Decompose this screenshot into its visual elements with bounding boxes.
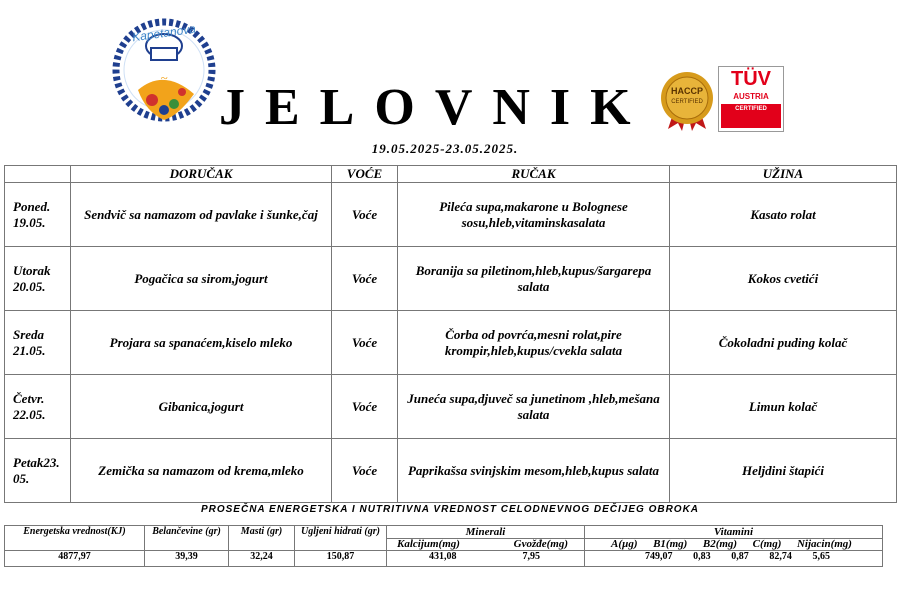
vit-a-value: 749,07 <box>645 551 673 562</box>
vit-b1-value: 0,83 <box>693 551 711 562</box>
tuv-certified: CERTIFIED <box>735 106 767 112</box>
minerals-values <box>387 551 585 567</box>
voce-cell: Voće <box>332 311 398 375</box>
tuv-label: TÜV <box>731 68 771 90</box>
niacin-header: Nijacin(mg) <box>796 538 852 550</box>
energy-value: 4877,97 <box>5 551 145 567</box>
vitamins-header: Vitamini <box>585 526 883 539</box>
day-cell: Utorak 20.05. <box>5 247 71 311</box>
voce-cell: Voće <box>332 247 398 311</box>
nutrition-values-row <box>5 551 883 567</box>
vitamins-values <box>585 551 883 567</box>
vit-a-header: A(µg) <box>611 538 638 550</box>
day-cell: Četvr. 22.05. <box>5 375 71 439</box>
nutrition-table <box>4 525 883 567</box>
fat-value: 32,24 <box>229 551 295 567</box>
minerals-header: Minerali <box>387 526 585 539</box>
day-cell: Petak23. 05. <box>5 439 71 503</box>
dorucak-cell: Zemička sa namazom od krema,mleko <box>71 439 332 503</box>
voce-cell: Voće <box>332 183 398 247</box>
haccp-badge <box>660 71 714 131</box>
uzina-cell: Limun kolač <box>670 375 897 439</box>
voce-cell: Voće <box>332 439 398 503</box>
dorucak-cell: Gibanica,jogurt <box>71 375 332 439</box>
minerals-subheader <box>387 539 585 551</box>
uzina-cell: Čokoladni puding kolač <box>670 311 897 375</box>
kapetanova-logo <box>108 8 220 132</box>
protein-header: Belančevine (gr) <box>145 526 229 551</box>
header-voce: VOĆE <box>332 166 398 183</box>
vit-b1-header: B1(mg) <box>653 538 688 550</box>
carb-value: 150,87 <box>295 551 387 567</box>
uzina-cell: Kokos cvetići <box>670 247 897 311</box>
svg-text:~: ~ <box>160 70 168 85</box>
header-uzina: UŽINA <box>670 166 897 183</box>
date-range: 19.05.2025-23.05.2025. <box>371 141 519 156</box>
tuv-country: AUSTRIA <box>733 92 769 101</box>
vit-c-header: C(mg) <box>752 538 782 550</box>
rucak-cell: Paprikašsa svinjskim mesom,hleb,kupus salata <box>398 439 670 503</box>
vitamins-subheader <box>585 539 883 551</box>
uzina-cell: Kasato rolat <box>670 183 897 247</box>
header-dorucak: DORUČAK <box>71 166 332 183</box>
table-row <box>5 247 897 311</box>
niacin-value: 5,65 <box>812 551 830 562</box>
haccp-sublabel: CERTIFIED <box>671 99 703 105</box>
calcium-value: 431,08 <box>429 551 457 562</box>
haccp-label: HACCP <box>670 86 703 96</box>
header-day <box>5 166 71 183</box>
fat-header: Masti (gr) <box>229 526 295 551</box>
voce-cell: Voće <box>332 375 398 439</box>
vit-b2-header: B2(mg) <box>702 538 738 550</box>
menu-table <box>4 165 897 503</box>
calcium-header: Kalcijum(mg) <box>397 538 460 550</box>
logo-text: Kapetanova <box>131 21 197 45</box>
rucak-cell: Boranija sa piletinom,hleb,kupus/šargarepa salata <box>398 247 670 311</box>
vit-b2-value: 0,87 <box>731 551 749 562</box>
dorucak-cell: Pogačica sa sirom,jogurt <box>71 247 332 311</box>
page-title: JELOVNIK <box>219 79 651 136</box>
day-cell: Poned. 19.05. <box>5 183 71 247</box>
table-row <box>5 375 897 439</box>
table-row <box>5 183 897 247</box>
tuv-austria-badge <box>718 66 784 132</box>
uzina-cell: Heljdini štapići <box>670 439 897 503</box>
iron-value: 7,95 <box>522 551 540 562</box>
dorucak-cell: Sendvič sa namazom od pavlake i šunke,čaj <box>71 183 332 247</box>
table-row <box>5 311 897 375</box>
nutrition-header-row <box>5 526 883 539</box>
table-row <box>5 439 897 503</box>
day-cell: Sreda 21.05. <box>5 311 71 375</box>
rucak-cell: Pileća supa,makarone u Bolognese sosu,hleb,vitaminskasalata <box>398 183 670 247</box>
dorucak-cell: Projara sa spanaćem,kiselo mleko <box>71 311 332 375</box>
header-rucak: RUČAK <box>398 166 670 183</box>
energy-header: Energetska vrednost(KJ) <box>5 526 145 551</box>
nutrition-title: PROSEČNA ENERGETSKA I NUTRITIVNA VREDNOST CELODNEVNOG DEČIJEG OBROKA <box>200 504 700 515</box>
rucak-cell: Juneća supa,djuveč sa junetinom ,hleb,mešana salata <box>398 375 670 439</box>
vit-c-value: 82,74 <box>769 551 792 562</box>
rucak-cell: Čorba od povrća,mesni rolat,pire krompir,hleb,kupus/cvekla salata <box>398 311 670 375</box>
carb-header: Ugljeni hidrati (gr) <box>295 526 387 551</box>
menu-header-row <box>5 166 897 183</box>
protein-value: 39,39 <box>145 551 229 567</box>
iron-header: Gvožđe(mg) <box>513 538 568 550</box>
